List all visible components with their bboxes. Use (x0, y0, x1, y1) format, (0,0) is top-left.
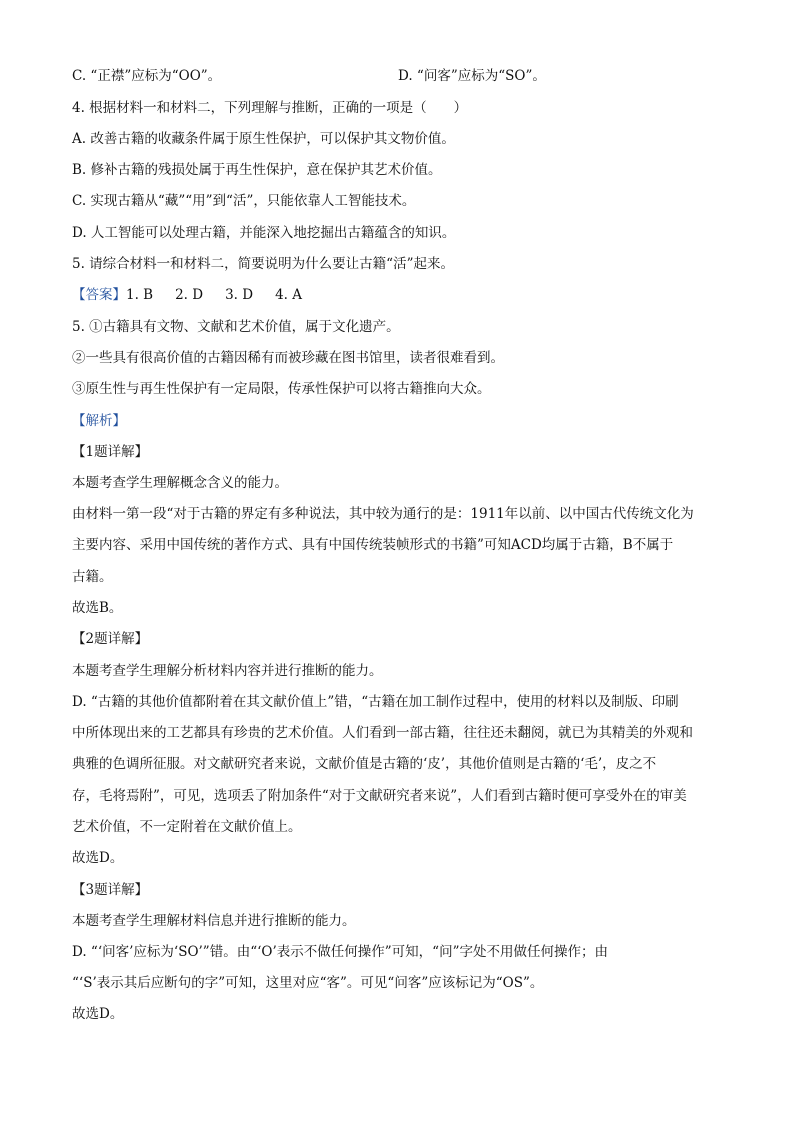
q3-text-line: “‘S’表示其后应断句的字”可知，这里对应“客”。可见“问客”应该标记为“OS”。 (72, 975, 544, 991)
q1-conclusion: 故选B。 (72, 600, 123, 616)
q2-text-line: 存，毛将焉附”，可见，选项丢了附加条件“对于文献研究者来说”，人们看到古籍时便可享受外在的审美 (72, 788, 687, 804)
answer-line (72, 285, 302, 305)
q4-option-d: D. 人工智能可以处理古籍，并能深入地挖掘出古籍蕴含的知识。 (72, 225, 456, 241)
answer-item: 4. A (275, 287, 303, 303)
q3-text-line: D. “‘问客’应标为‘SO’”错。由“‘O’表示不做任何操作”可知，“问”字处不用做任何操作；由 (72, 944, 608, 960)
q1-text-line: 主要内容、采用中国传统的著作方式、具有中国传统装帧形式的书籍”可知ACD均属于古籍，B不属于 (72, 537, 674, 553)
answer-q5-line: 5. ①古籍具有文物、文献和艺术价值，属于文化遗产。 (72, 319, 400, 335)
q4-option-c: C. 实现古籍从“藏”“用”到“活”，只能依靠人工智能技术。 (72, 193, 416, 209)
q3-option-d: D. “问客”应标为“SO”。 (398, 68, 546, 84)
q4-option-a: A. 改善古籍的收藏条件属于原生性保护，可以保护其文物价值。 (72, 131, 455, 147)
answer-q5-line: ②一些具有很高价值的古籍因稀有而被珍藏在图书馆里，读者很难看到。 (72, 350, 504, 366)
q2-text-line: 典雅的色调所征服。对文献研究者来说，文献价值是古籍的‘皮’，其他价值则是古籍的‘毛’，皮之不 (72, 756, 657, 772)
q3-text-line: 本题考查学生理解材料信息并进行推断的能力。 (72, 913, 356, 929)
q4-stem: 4. 根据材料一和材料二，下列理解与推断，正确的一项是（ ） (72, 100, 468, 116)
q1-text-line: 本题考查学生理解概念含义的能力。 (72, 475, 288, 491)
q1-heading: 【1题详解】 (72, 444, 149, 460)
analysis-label: 【解析】 (72, 413, 126, 429)
q2-text-line: 艺术价值，不一定附着在文献价值上。 (72, 819, 302, 835)
q3-conclusion: 故选D。 (72, 1006, 124, 1022)
q1-text-line: 古籍。 (72, 569, 113, 585)
answer-item: 3. D (225, 287, 254, 303)
q2-text-line: 本题考查学生理解分析材料内容并进行推断的能力。 (72, 663, 383, 679)
answer-item: 1. B (126, 287, 154, 303)
answer-item: 2. D (175, 287, 204, 303)
q2-text-line: 中所体现出来的工艺都具有珍贵的艺术价值。人们看到一部古籍，往往还未翻阅，就已为其精美的外观和 (72, 725, 693, 741)
q2-conclusion: 故选D。 (72, 850, 124, 866)
answer-q5-line: ③原生性与再生性保护有一定局限，传承性保护可以将古籍推向大众。 (72, 381, 491, 397)
q4-option-b: B. 修补古籍的残损处属于再生性保护，意在保护其艺术价值。 (72, 162, 442, 178)
q3-option-c: C. “正襟”应标为“OO”。 (72, 68, 222, 84)
q3-heading: 【3题详解】 (72, 882, 149, 898)
q5-stem: 5. 请综合材料一和材料二，简要说明为什么要让古籍“活”起来。 (72, 256, 454, 272)
q2-heading: 【2题详解】 (72, 631, 149, 647)
answer-label: 【答案】 (72, 287, 126, 303)
q1-text-line: 由材料一第一段“对于古籍的界定有多种说法，其中较为通行的是：1911年以前、以中国古代传统文化为 (72, 506, 694, 522)
q2-text-line: D. “古籍的其他价值都附着在其文献价值上”错，“古籍在加工制作过程中，使用的材料以及制版、印刷 (72, 694, 679, 710)
